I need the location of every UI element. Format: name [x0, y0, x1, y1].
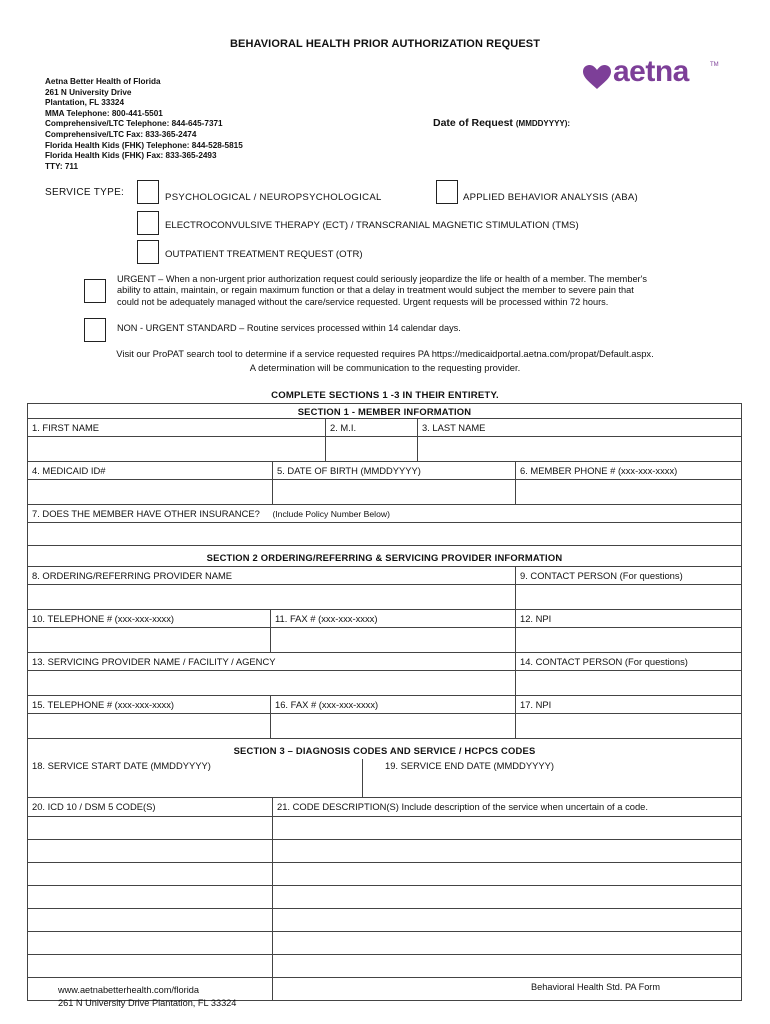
ordering-contact-input-row [27, 627, 742, 652]
contact-person-2-label: 14. CONTACT PERSON (For questions) [520, 656, 688, 667]
footer-address: 261 N University Drive Plantation, FL 33324 [58, 997, 237, 1008]
non-urgent-checkbox[interactable] [84, 318, 106, 342]
servicing-input-row [27, 670, 742, 695]
urgent-line: ability to attain, maintain, or regain maximum function or that a delay in treatment would subject the member to severe pain that [117, 285, 634, 296]
other-insurance-label-row [27, 504, 742, 522]
icd-code-field[interactable] [28, 955, 273, 977]
medicaid-id-field[interactable] [28, 480, 273, 504]
service-dates-label-row [27, 759, 742, 775]
address-line: Plantation, FL 33324 [45, 98, 125, 108]
logo-trademark: TM [710, 62, 719, 68]
code-row [27, 954, 742, 977]
telephone-1-label: 10. TELEPHONE # (xxx-xxx-xxxx) [28, 610, 271, 627]
dob-field[interactable] [273, 480, 516, 504]
psychological-option: PSYCHOLOGICAL / NEUROPSYCHOLOGICAL [165, 192, 382, 203]
address-line: Florida Health Kids (FHK) Telephone: 844-528-5815 [45, 140, 243, 150]
section1-title: SECTION 1 - MEMBER INFORMATION [27, 403, 742, 418]
code-description-field[interactable] [273, 909, 741, 931]
code-row [27, 931, 742, 954]
propat-notice [0, 347, 770, 375]
other-insurance-label [28, 505, 741, 522]
code-row [27, 816, 742, 839]
npi-1-label: 12. NPI [520, 613, 552, 624]
icd-code-field[interactable] [28, 817, 273, 839]
urgent-checkbox[interactable] [84, 279, 106, 303]
servicing-contact-input-row [27, 713, 742, 738]
other-insurance-field[interactable] [28, 523, 741, 545]
telephone-2-field[interactable] [28, 714, 271, 738]
address-line: MMA Telephone: 800-441-5501 [45, 108, 163, 118]
service-start-date-field[interactable] [28, 775, 363, 797]
date-of-request-label: Date of Request [433, 117, 513, 129]
code-description-label: 21. CODE DESCRIPTION(S) Include description of the service when uncertain of a code. [277, 801, 648, 812]
code-row [27, 908, 742, 931]
code-description-field[interactable] [273, 932, 741, 954]
complete-sections-note: COMPLETE SECTIONS 1 -3 IN THEIR ENTIRETY. [271, 390, 499, 401]
contact-person-2-field[interactable] [516, 671, 741, 695]
urgent-description [117, 274, 647, 308]
member-name-label-row [27, 418, 742, 436]
address-line: 261 N University Drive [45, 87, 132, 97]
code-description-field[interactable] [273, 840, 741, 862]
other-insurance-note: (Include Policy Number Below) [272, 509, 390, 519]
member-id-label-row [27, 461, 742, 479]
propat-line: Visit our ProPAT search tool to determine if a service requested requires PA https://medicaidportal.aetna.com/propat/Default.aspx. [116, 348, 654, 359]
urgent-line: URGENT – When a non-urgent prior authorization request could seriously jeopardize the life or health of a member. The member's [117, 274, 647, 284]
code-description-field[interactable] [273, 955, 741, 977]
servicing-label-row [27, 652, 742, 670]
section3-title: SECTION 3 – DIAGNOSIS CODES AND SERVICE / HCPCS CODES [233, 745, 536, 756]
fax-1-label: 11. FAX # (xxx-xxx-xxxx) [271, 610, 516, 627]
section3-title-row [27, 738, 742, 759]
propat-line: A determination will be communication to the requesting provider. [249, 362, 521, 373]
ect-tms-option: ELECTROCONVULSIVE THERAPY (ECT) / TRANSCRANIAL MAGNETIC STIMULATION (TMS) [165, 220, 579, 231]
npi-2-label: 17. NPI [520, 699, 552, 710]
member-id-input-row [27, 479, 742, 504]
servicing-contact-label-row [27, 695, 742, 713]
address-line: TTY: 711 [45, 161, 79, 171]
icd-code-field[interactable] [28, 863, 273, 885]
address-line: Comprehensive/LTC Fax: 833-365-2474 [45, 129, 197, 139]
last-name-field[interactable] [418, 437, 741, 461]
npi-1-field[interactable] [516, 628, 741, 652]
other-insurance-question: 7. DOES THE MEMBER HAVE OTHER INSURANCE? [32, 508, 260, 519]
otr-checkbox[interactable] [137, 240, 159, 264]
section2-title-row [27, 545, 742, 566]
telephone-1-field[interactable] [28, 628, 271, 652]
logo-wordmark: aetna [613, 55, 689, 88]
servicing-provider-name-label: 13. SERVICING PROVIDER NAME / FACILITY / AGENCY [28, 653, 516, 670]
aba-checkbox[interactable] [436, 180, 458, 204]
contact-person-1-label: 9. CONTACT PERSON (For questions) [520, 570, 683, 581]
code-description-field[interactable] [273, 886, 741, 908]
service-type-label: SERVICE TYPE: [45, 187, 125, 198]
address-block [45, 77, 243, 172]
code-row [27, 862, 742, 885]
member-phone-label: 6. MEMBER PHONE # (xxx-xxx-xxxx) [520, 465, 678, 476]
first-name-field[interactable] [28, 437, 326, 461]
first-name-label: 1. FIRST NAME [28, 419, 326, 436]
date-of-request-format: (MMDDYYYY): [515, 119, 571, 128]
service-end-date-label: 19. SERVICE END DATE (MMDDYYYY) [385, 760, 554, 771]
aba-option: APPLIED BEHAVIOR ANALYSIS (ABA) [463, 192, 638, 203]
member-phone-field[interactable] [516, 480, 741, 504]
ordering-contact-label-row [27, 609, 742, 627]
last-name-label: 3. LAST NAME [422, 422, 486, 433]
footer-form-name: Behavioral Health Std. PA Form [531, 982, 661, 992]
code-row [27, 885, 742, 908]
telephone-2-label: 15. TELEPHONE # (xxx-xxx-xxxx) [28, 696, 271, 713]
psychological-checkbox[interactable] [137, 180, 159, 204]
code-description-field[interactable] [273, 863, 741, 885]
icd-code-field[interactable] [28, 886, 273, 908]
icd-code-field[interactable] [28, 909, 273, 931]
address-line: Aetna Better Health of Florida [45, 77, 161, 86]
contact-person-1-field[interactable] [516, 585, 741, 609]
mi-field[interactable] [326, 437, 418, 461]
address-line: Florida Health Kids (FHK) Fax: 833-365-2493 [45, 151, 217, 161]
footer-url[interactable]: www.aetnabetterhealth.com/florida [58, 985, 199, 995]
mi-label: 2. M.I. [326, 419, 418, 436]
code-description-field[interactable] [273, 817, 741, 839]
code-description-field[interactable] [273, 978, 741, 1000]
fax-1-field[interactable] [271, 628, 516, 652]
address-line: Comprehensive/LTC Telephone: 844-645-7371 [45, 119, 223, 129]
icd-code-field[interactable] [28, 840, 273, 862]
ordering-input-row [27, 584, 742, 609]
member-name-input-row [27, 436, 742, 461]
service-end-date-field[interactable] [363, 775, 741, 797]
service-dates-input-row [27, 775, 742, 797]
other-insurance-input-row [27, 522, 742, 545]
fax-2-label: 16. FAX # (xxx-xxx-xxxx) [271, 696, 516, 713]
npi-2-field[interactable] [516, 714, 741, 738]
codes-label-row [27, 797, 742, 816]
form-title: BEHAVIORAL HEALTH PRIOR AUTHORIZATION REQUEST [229, 38, 541, 50]
aetna-logo [582, 55, 722, 94]
section2-title: SECTION 2 ORDERING/REFERRING & SERVICING PROVIDER INFORMATION [206, 552, 563, 563]
otr-option: OUTPATIENT TREATMENT REQUEST (OTR) [165, 249, 363, 260]
code-row [27, 839, 742, 862]
icd-codes-label: 20. ICD 10 / DSM 5 CODE(S) [28, 798, 273, 816]
icd-code-field[interactable] [28, 932, 273, 954]
ordering-provider-name-label: 8. ORDERING/REFERRING PROVIDER NAME [28, 567, 516, 584]
ordering-label-row [27, 566, 742, 584]
ordering-provider-name-field[interactable] [28, 585, 516, 609]
heart-icon [582, 64, 612, 90]
service-start-date-label: 18. SERVICE START DATE (MMDDYYYY) [28, 759, 363, 775]
urgent-line: could not be adequately managed without the care/service requested. Urgent requests will be processed within 72 hours. [117, 296, 609, 307]
date-of-request [433, 117, 570, 129]
authorization-form-table [27, 403, 742, 1001]
non-urgent-description: NON - URGENT STANDARD – Routine services processed within 14 calendar days. [117, 323, 461, 333]
footer-contact [58, 984, 236, 1009]
fax-2-field[interactable] [271, 714, 516, 738]
dob-label: 5. DATE OF BIRTH (MMDDYYYY) [273, 462, 516, 479]
medicaid-id-label: 4. MEDICAID ID# [28, 462, 273, 479]
servicing-provider-name-field[interactable] [28, 671, 516, 695]
ect-tms-checkbox[interactable] [137, 211, 159, 235]
